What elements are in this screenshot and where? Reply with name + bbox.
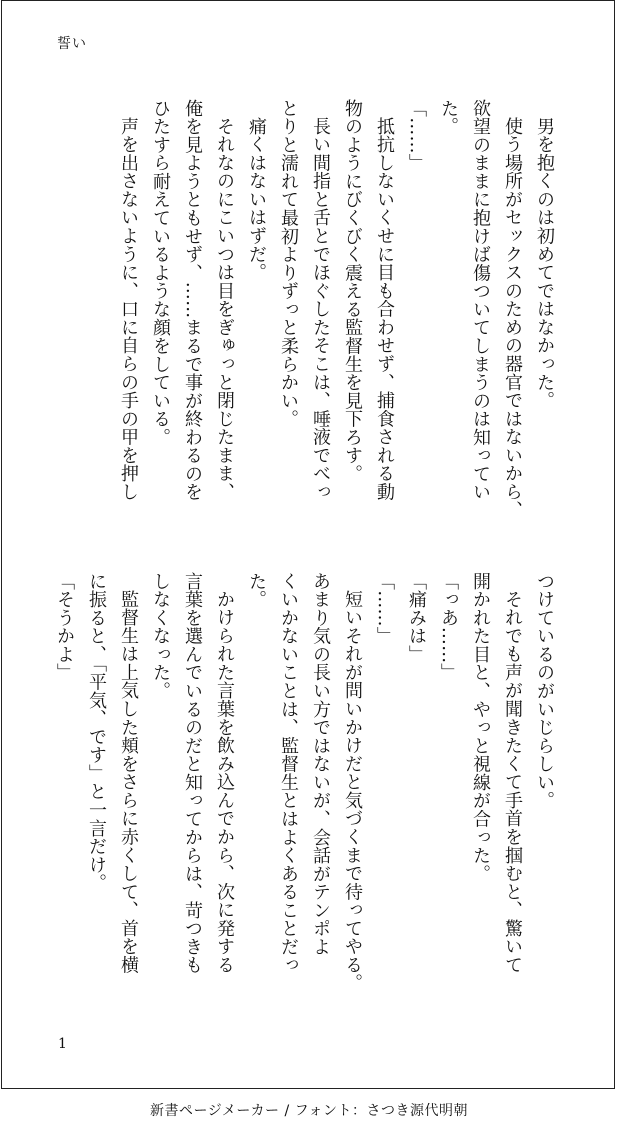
running-title: 誓い	[57, 36, 87, 52]
text-line: つけているのがいじらしい。	[534, 572, 555, 810]
text-line: た。	[438, 99, 459, 136]
text-line: 「……」	[406, 99, 427, 173]
lower-text-column	[50, 572, 560, 1012]
text-line: 「っあ……」	[438, 572, 459, 682]
page-number: 1	[58, 1036, 67, 1052]
page-frame	[1, 0, 615, 1089]
text-line: かけられた言葉を飲み込んでから、次に発する	[214, 590, 235, 974]
footer-credit: 新書ページメーカー / フォント：さつき源代明朝	[150, 1103, 468, 1119]
text-line: 「……」	[374, 572, 395, 646]
text-line: 声を出さないように、口に自らの手の甲を押し	[118, 117, 139, 501]
text-line: とりと濡れて最初よりずっと柔らかい。	[278, 99, 299, 429]
text-line: 抵抗しないくせに目も合わせず、捕食される動	[374, 117, 395, 501]
upper-text-column	[50, 99, 560, 539]
text-line: 「そうかよ」	[54, 572, 75, 682]
text-line: 俺を見ようともせず、……まるで事が終わるのを	[182, 99, 203, 502]
text-line: 長い間指と舌とでほぐしたそこは、唾液でべっ	[310, 117, 331, 501]
text-line: くいかないことは、監督生とはよくあることだっ	[278, 572, 299, 975]
text-line: 男を抱くのは初めてではなかった。	[534, 117, 555, 410]
text-line: に振ると、「平気、です」と一言だけ。	[86, 572, 107, 893]
text-line: 欲望のままに抱けば傷ついてしまうのは知ってい	[470, 99, 491, 502]
text-line: 開かれた目と、やっと視線が合った。	[470, 572, 491, 883]
text-line: 監督生は上気した頬をさらに赤くして、首を横	[118, 590, 139, 974]
text-line: ひたすら耐えているような顔をしている。	[150, 99, 171, 447]
text-line: 痛くはないはずだ。	[246, 117, 267, 282]
text-line: た。	[246, 572, 267, 609]
text-line: それでも声が聞きたくて手首を掴むと、驚いて	[502, 590, 523, 974]
text-line: 物のようにびくびく震える監督生を見下ろす。	[342, 99, 363, 483]
text-line: しなくなった。	[150, 572, 171, 700]
text-line: 言葉を選んでいるのだと知ってからは、苛つきも	[182, 572, 203, 975]
text-line: 短いそれが問いかけだと気づくまで待ってやる。	[342, 590, 363, 993]
text-line: 「痛みは」	[406, 572, 427, 664]
text-line: それなのにこいつは目をぎゅっと閉じたまま、	[214, 117, 235, 501]
text-line: あまり気の長い方ではないが、会話がテンポよ	[310, 572, 331, 956]
text-line: 使う場所がセックスのための器官ではないから、	[502, 117, 523, 520]
